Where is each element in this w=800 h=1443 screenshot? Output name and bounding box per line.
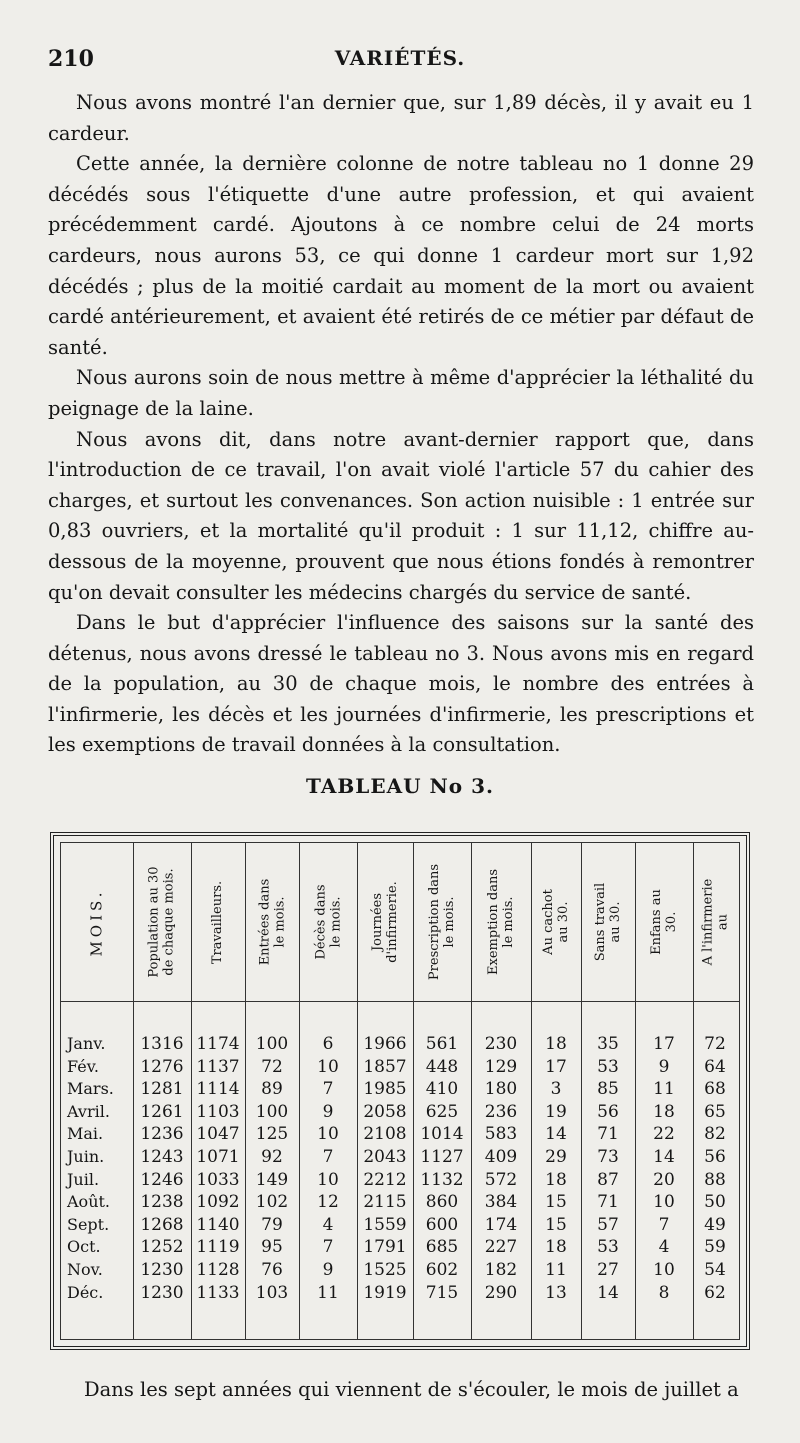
column-header (133, 843, 191, 1001)
value-cell: 18 (545, 1034, 567, 1054)
month-cell: Janv. (67, 1034, 106, 1053)
value-cell: 583 (484, 1124, 518, 1145)
value-cell: 11 (653, 1079, 675, 1100)
column-rule (693, 843, 694, 1339)
value-cell: 64 (704, 1056, 726, 1077)
value-cell: 1316 (140, 1034, 184, 1054)
column-header (693, 843, 737, 1001)
month-cell: Sept. (67, 1214, 110, 1234)
table-row (61, 1123, 739, 1146)
page-number: 210 (48, 46, 94, 72)
table-header-row (61, 843, 739, 1002)
column-rule (635, 843, 636, 1339)
value-cell: 384 (484, 1192, 518, 1213)
value-cell: 1119 (196, 1237, 240, 1258)
value-cell: 103 (255, 1282, 289, 1303)
value-cell: 9 (322, 1101, 334, 1122)
value-cell: 1276 (140, 1056, 184, 1077)
value-cell: 13 (545, 1282, 567, 1303)
value-cell: 1791 (363, 1237, 407, 1258)
value-cell: 602 (425, 1259, 459, 1280)
column-header (531, 843, 581, 1001)
value-cell: 1252 (140, 1237, 184, 1258)
paragraph: Nous aurons soin de nous mettre à même d'apprécier la léthalité du peignage de la laine. (48, 366, 754, 420)
value-cell: 72 (261, 1056, 283, 1077)
value-cell: 227 (484, 1237, 518, 1258)
value-cell: 1985 (363, 1079, 407, 1100)
value-cell: 102 (255, 1192, 289, 1213)
column-header (357, 843, 413, 1001)
value-cell: 1127 (420, 1146, 464, 1167)
value-cell: 14 (653, 1146, 675, 1167)
value-cell: 95 (261, 1237, 283, 1258)
value-cell: 54 (704, 1259, 726, 1280)
value-cell: 1114 (196, 1079, 240, 1100)
value-cell: 1243 (140, 1146, 184, 1167)
table-row (61, 1078, 739, 1101)
value-cell: 182 (484, 1259, 518, 1280)
value-cell: 1230 (140, 1282, 184, 1303)
value-cell: 62 (704, 1282, 726, 1303)
value-cell: 53 (597, 1237, 619, 1258)
value-cell: 29 (545, 1146, 567, 1167)
value-cell: 1128 (196, 1259, 240, 1280)
table-row (61, 1146, 739, 1169)
value-cell: 35 (597, 1034, 619, 1054)
value-cell: 625 (425, 1101, 459, 1122)
value-cell: 72 (704, 1034, 726, 1054)
month-cell: Fév. (67, 1056, 99, 1076)
value-cell: 17 (653, 1034, 675, 1054)
value-cell: 59 (704, 1237, 726, 1258)
value-cell: 100 (255, 1034, 289, 1054)
value-cell: 53 (597, 1056, 619, 1077)
column-header (635, 843, 693, 1001)
column-header-label: Enfans au 30. (649, 889, 680, 955)
value-cell: 149 (255, 1169, 289, 1190)
column-header (191, 843, 245, 1001)
value-cell: 9 (322, 1259, 334, 1280)
column-header (413, 843, 471, 1001)
statistics-table (50, 832, 750, 1350)
table-row (61, 1282, 739, 1305)
value-cell: 2115 (363, 1192, 407, 1213)
column-header-label: Exemption dans le mois. (486, 869, 516, 975)
value-cell: 561 (425, 1034, 459, 1054)
column-header (471, 843, 531, 1001)
value-cell: 1140 (196, 1214, 240, 1235)
paragraph: Nous avons dit, dans notre avant-dernier rapport que, dans l'introduction de ce travail, l'on avait violé l'article 57 du cahier des charges, et surtout les convenances. Son action nuisible : 1 entrée sur 0,83 ouvriers, et la mortalité qu'il produit : 1 sur 11,12, chiffre au-dessous de la moyenne, prouvent que nous étions fondés à remontrer qu'on devait consulter les médecins chargés du service de santé. (48, 427, 754, 604)
value-cell: 87 (597, 1169, 619, 1190)
value-cell: 7 (658, 1214, 670, 1235)
table-row (61, 1191, 739, 1214)
column-header-label: Prescription dans le mois. (427, 863, 458, 981)
month-cell: Juin. (67, 1146, 105, 1166)
column-header-label: MOIS. (87, 887, 106, 957)
value-cell: 2108 (363, 1124, 407, 1145)
value-cell: 19 (545, 1101, 567, 1122)
value-cell: 1559 (363, 1214, 407, 1235)
value-cell: 1230 (140, 1259, 184, 1280)
column-header-label: Décès dans le mois. (313, 884, 344, 960)
value-cell: 76 (261, 1259, 283, 1280)
value-cell: 68 (704, 1079, 726, 1100)
paragraph: Nous avons montré l'an dernier que, sur 1,89 décès, il y avait eu 1 cardeur. (48, 91, 754, 145)
value-cell: 600 (425, 1214, 459, 1235)
value-cell: 685 (425, 1237, 459, 1258)
value-cell: 11 (545, 1259, 567, 1280)
value-cell: 1133 (196, 1282, 240, 1303)
value-cell: 22 (653, 1124, 675, 1145)
value-cell: 15 (545, 1214, 567, 1235)
value-cell: 1033 (196, 1169, 240, 1190)
table-grid (60, 842, 740, 1340)
value-cell: 1261 (140, 1101, 184, 1122)
value-cell: 4 (658, 1237, 670, 1258)
paragraph: Cette année, la dernière colonne de notre tableau no 1 donne 29 décédés sous l'étiquette d'une autre profession, et qui avaient précédemment cardé. Ajoutons à ce nombre celui de 24 morts cardeurs, nous aurons 53, ce qui donne 1 cardeur mort sur 1,92 décédés ; plus de la moitié cardait au moment de la mort ou avaient cardé antérieurement, et avaient été retirés de ce métier par défaut de santé. (48, 152, 754, 359)
value-cell: 11 (317, 1282, 339, 1303)
month-cell: Oct. (67, 1237, 101, 1257)
value-cell: 860 (425, 1192, 459, 1213)
value-cell: 14 (545, 1124, 567, 1145)
value-cell: 572 (484, 1169, 518, 1190)
value-cell: 10 (653, 1259, 675, 1280)
value-cell: 410 (425, 1079, 459, 1100)
value-cell: 1919 (363, 1282, 407, 1303)
column-rule (581, 843, 582, 1339)
value-cell: 1047 (196, 1124, 240, 1145)
value-cell: 1174 (196, 1034, 240, 1054)
page-header (48, 46, 752, 76)
value-cell: 17 (545, 1056, 567, 1077)
value-cell: 1857 (363, 1056, 407, 1077)
value-cell: 56 (597, 1101, 619, 1122)
month-cell: Mai. (67, 1124, 104, 1144)
value-cell: 20 (653, 1169, 675, 1190)
column-header-label: A l'infirmerie au (700, 878, 731, 966)
column-header-label: Population au 30 de chaque mois. (147, 866, 178, 978)
value-cell: 14 (597, 1282, 619, 1303)
column-rule (357, 843, 358, 1339)
value-cell: 180 (484, 1079, 518, 1100)
value-cell: 1966 (363, 1034, 407, 1054)
table-row (61, 1033, 739, 1056)
column-header-label: Sans travail au 30. (593, 882, 623, 962)
column-header (581, 843, 635, 1001)
column-header (299, 843, 357, 1001)
value-cell: 1071 (196, 1146, 240, 1167)
running-title: VARIÉTÉS. (334, 46, 466, 70)
column-rule (413, 843, 414, 1339)
value-cell: 1236 (140, 1124, 184, 1145)
table-row (61, 1056, 739, 1079)
value-cell: 73 (597, 1146, 619, 1167)
value-cell: 290 (484, 1282, 518, 1303)
value-cell: 71 (597, 1124, 619, 1145)
value-cell: 88 (704, 1169, 726, 1190)
table-row (61, 1214, 739, 1237)
value-cell: 129 (484, 1056, 518, 1077)
value-cell: 6 (322, 1034, 334, 1054)
value-cell: 65 (704, 1101, 726, 1122)
paragraph: Dans le but d'apprécier l'influence des saisons sur la santé des détenus, nous avons dressé le tableau no 3. Nous avons mis en regard de la population, au 30 de chaque mois, le nombre des entrées à l'infirmerie, les décès et les journées d'infirmerie, les prescriptions et les exemptions de travail données à la consultation. (48, 611, 754, 757)
value-cell: 57 (597, 1214, 619, 1235)
value-cell: 715 (425, 1282, 459, 1303)
value-cell: 100 (255, 1101, 289, 1122)
value-cell: 1246 (140, 1169, 184, 1190)
month-cell: Juil. (67, 1169, 100, 1189)
column-rule (531, 843, 532, 1339)
value-cell: 85 (597, 1079, 619, 1100)
value-cell: 448 (425, 1056, 459, 1077)
closing-line: Dans les sept années qui viennent de s'écouler, le mois de juillet a (84, 1378, 739, 1401)
value-cell: 10 (653, 1192, 675, 1213)
month-cell: Déc. (67, 1282, 104, 1302)
table-body (61, 1033, 739, 1304)
value-cell: 18 (653, 1101, 675, 1122)
value-cell: 2058 (363, 1101, 407, 1122)
value-cell: 82 (704, 1124, 726, 1145)
column-header-label: Entrées dans le mois. (257, 878, 288, 966)
value-cell: 236 (484, 1101, 518, 1122)
month-cell: Août. (67, 1192, 111, 1212)
value-cell: 3 (550, 1079, 562, 1100)
value-cell: 89 (261, 1079, 283, 1100)
column-header-label: Travailleurs. (210, 880, 226, 964)
column-header (245, 843, 299, 1001)
value-cell: 79 (261, 1214, 283, 1235)
table-row (61, 1101, 739, 1124)
value-cell: 49 (704, 1214, 726, 1235)
value-cell: 2043 (363, 1146, 407, 1167)
value-cell: 10 (317, 1124, 339, 1145)
month-cell: Avril. (67, 1101, 110, 1121)
value-cell: 56 (704, 1146, 726, 1167)
value-cell: 18 (545, 1169, 567, 1190)
column-rule (471, 843, 472, 1339)
value-cell: 10 (317, 1169, 339, 1190)
value-cell: 1137 (196, 1056, 240, 1077)
value-cell: 92 (261, 1146, 283, 1167)
value-cell: 7 (322, 1237, 334, 1258)
value-cell: 1525 (363, 1259, 407, 1280)
value-cell: 1132 (420, 1169, 464, 1190)
value-cell: 7 (322, 1146, 334, 1167)
table-title: TABLEAU No 3. (306, 774, 494, 798)
table-row (61, 1236, 739, 1259)
value-cell: 18 (545, 1237, 567, 1258)
column-header (61, 843, 133, 1001)
value-cell: 4 (322, 1214, 334, 1235)
value-cell: 27 (597, 1259, 619, 1280)
column-header-label: Au cachot au 30. (541, 889, 572, 955)
value-cell: 1268 (140, 1214, 184, 1235)
value-cell: 12 (317, 1192, 339, 1213)
column-rule (191, 843, 192, 1339)
column-rule (245, 843, 246, 1339)
value-cell: 71 (597, 1192, 619, 1213)
value-cell: 15 (545, 1192, 567, 1213)
month-cell: Nov. (67, 1259, 103, 1279)
body-text (48, 88, 754, 761)
value-cell: 230 (484, 1034, 518, 1054)
value-cell: 125 (255, 1124, 289, 1145)
value-cell: 9 (658, 1056, 670, 1077)
value-cell: 1092 (196, 1192, 240, 1213)
value-cell: 7 (322, 1079, 334, 1100)
month-cell: Mars. (67, 1079, 114, 1099)
column-rule (133, 843, 134, 1339)
value-cell: 50 (704, 1192, 726, 1213)
column-rule (299, 843, 300, 1339)
value-cell: 409 (484, 1146, 518, 1167)
value-cell: 1281 (140, 1079, 184, 1100)
value-cell: 174 (484, 1214, 518, 1235)
value-cell: 2212 (363, 1169, 407, 1190)
value-cell: 1238 (140, 1192, 184, 1213)
value-cell: 1014 (420, 1124, 464, 1145)
value-cell: 10 (317, 1056, 339, 1077)
table-row (61, 1169, 739, 1192)
value-cell: 1103 (196, 1101, 240, 1122)
table-row (61, 1259, 739, 1282)
column-header-label: Journées d'infirmerie. (370, 881, 400, 963)
value-cell: 8 (658, 1282, 670, 1303)
